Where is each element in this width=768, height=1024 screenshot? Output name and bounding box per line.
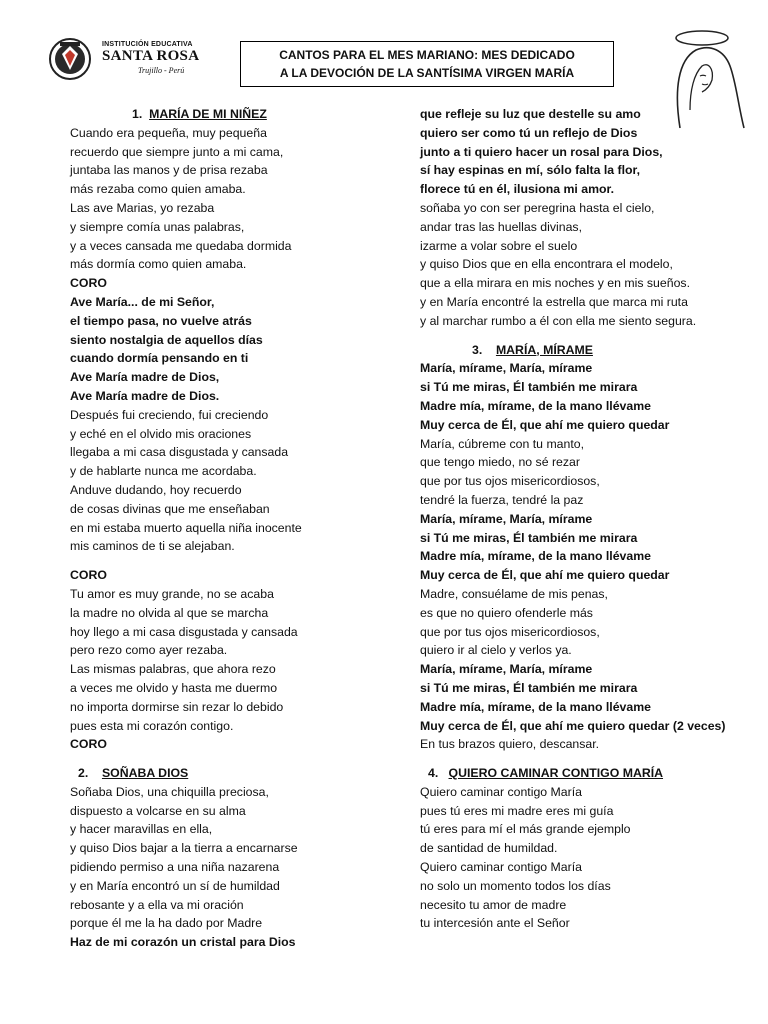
song-1-line: más rezaba como quien amaba. [70, 182, 246, 197]
right-column [420, 105, 725, 933]
song-2-title: SOÑABA DIOS [101, 766, 189, 781]
song-2-cont-line: andar tras las huellas divinas, [420, 219, 582, 234]
song-2-line: porque él me la ha dado por Madre [70, 916, 263, 931]
song-1-line: y a veces cansada me quedaba dormida [70, 238, 292, 253]
logo-city: Trujillo - Perú [138, 66, 185, 75]
song-4-line: Quiero caminar contigo María [420, 784, 582, 799]
song-2-cont-bold-line: quiero ser como tú un reflejo de Dios [420, 125, 638, 140]
song-3-chorus-line: Muy cerca de Él, que ahí me quiero quedar [420, 568, 670, 583]
song-1-line: recuerdo que siempre junto a mi cama, [70, 144, 284, 159]
song-2-line: y quiso Dios bajar a la tierra a encarnarse [70, 841, 298, 856]
song-2-number: 2. [78, 766, 89, 781]
song-1-line: más dormía como quien amaba. [70, 257, 247, 272]
song-4-number: 4. [428, 766, 439, 781]
song-4-line: no solo un momento todos los días [420, 878, 611, 893]
song-2-cont-line: soñaba yo con ser peregrina hasta el cielo, [420, 200, 655, 215]
title-line-2: A LA DEVOCIÓN DE LA SANTÍSIMA VIRGEN MARÍA [279, 66, 575, 80]
song-3-chorus-last: Muy cerca de Él, que ahí me quiero quedar (2 veces) [420, 718, 726, 733]
song-1-line: en mi estaba muerto aquella niña inocente [70, 520, 302, 535]
document-title-box [240, 41, 614, 87]
song-3-line: es que no quiero ofenderle más [420, 605, 593, 620]
song-1-line: Cuando era pequeña, muy pequeña [70, 125, 267, 140]
song-1-chorus-line: siento nostalgia de aquellos días [70, 332, 263, 347]
song-3-chorus-line: si Tú me miras, Él también me mirara [420, 380, 638, 395]
song-3-line: tendré la fuerza, tendré la paz [420, 492, 584, 507]
song-1-line: llegaba a mi casa disgustada y cansada [70, 445, 289, 460]
song-2-cont-bold-line: sí hay espinas en mí, sólo falta la flor, [420, 163, 641, 178]
song-2-line: Soñaba Dios, una chiquilla preciosa, [70, 784, 269, 799]
logo-institution: INSTITUCIÓN EDUCATIVA [102, 41, 193, 48]
song-4-line: tú eres para mí el más grande ejemplo [420, 822, 631, 837]
song-1-line: Anduve dudando, hoy recuerdo [70, 482, 242, 497]
song-1-line: hoy llego a mi casa disgustada y cansada [70, 624, 298, 639]
song-2-cont-bold-line: que refleje su luz que destelle su amo [420, 107, 641, 121]
song-3-line: que por tus ojos misericordiosos, [420, 624, 600, 639]
song-2-cont-line: que a ella mirara en mis noches y en mis sueños. [420, 276, 690, 291]
song-3-title: MARÍA, MÍRAME [495, 342, 593, 357]
song-3-line: María, cúbreme con tu manto, [420, 436, 585, 451]
song-2-cont-line: y quiso Dios que en ella encontrara el modelo, [420, 257, 673, 272]
song-3-chorus-line: Madre mía, mírame, de la mano llévame [420, 549, 652, 564]
song-3-heading [420, 341, 725, 360]
song-1-line: pero rezo como ayer rezaba. [70, 643, 228, 658]
song-2-heading [70, 764, 302, 783]
song-4-line: de santidad de humildad. [420, 841, 558, 856]
song-1-title: MARÍA DE MI NIÑEZ [149, 107, 267, 121]
song-4-line: necesito tu amor de madre [420, 897, 567, 912]
song-3-line: que tengo miedo, no sé rezar [420, 455, 580, 470]
logo-school-name: SANTA ROSA [102, 48, 200, 64]
song-3-chorus-line: María, mírame, María, mírame [420, 361, 593, 376]
song-1-line: juntaba las manos y de prisa rezaba [70, 163, 268, 178]
song-3-chorus-line: María, mírame, María, mírame [420, 662, 593, 677]
song-1-coro-end: CORO [70, 737, 107, 752]
song-1-line: y eché en el olvido mis oraciones [70, 426, 252, 441]
song-1-line: a veces me olvido y hasta me duermo [70, 680, 278, 695]
song-1-chorus-line: cuando dormía pensando en ti [70, 351, 249, 366]
song-1-line: Las ave Marias, yo rezaba [70, 200, 215, 215]
song-2-bold-line: Haz de mi corazón un cristal para Dios [70, 935, 296, 950]
song-4-title: QUIERO CAMINAR CONTIGO MARÍA [448, 766, 664, 781]
song-1-chorus-line: Ave María madre de Dios, [70, 370, 220, 385]
song-3-line: Madre, consuélame de mis penas, [420, 586, 608, 601]
song-1-line: y siempre comía unas palabras, [70, 219, 245, 234]
song-2-line: pidiendo permiso a una niña nazarena [70, 860, 280, 875]
song-1-number: 1. [132, 107, 143, 121]
song-1-chorus-line: el tiempo pasa, no vuelve atrás [70, 313, 252, 328]
song-2-cont-bold-line: junto a ti quiero hacer un rosal para Dios, [420, 144, 663, 159]
song-2-cont-bold-line: florece tú en él, ilusiona mi amor. [420, 182, 615, 197]
song-3-chorus-line: María, mírame, María, mírame [420, 511, 593, 526]
song-4-heading [420, 764, 725, 783]
song-1-line: no importa dormirse sin rezar lo debido [70, 699, 284, 714]
song-1-line: Las mismas palabras, que ahora rezo [70, 662, 276, 677]
song-2-cont-line: y al marchar rumbo a él con ella me siento segura. [420, 313, 697, 328]
song-1-heading [70, 105, 302, 124]
song-4-line: Quiero caminar contigo María [420, 860, 582, 875]
song-1-coro-label: CORO [70, 568, 107, 583]
song-1-line: mis caminos de ti se alejaban. [70, 539, 235, 554]
song-2-line: y en María encontró un sí de humildad [70, 878, 280, 893]
song-1-line: Tu amor es muy grande, no se acaba [70, 586, 274, 601]
song-2-line: y hacer maravillas en ella, [70, 822, 213, 837]
song-4-line: tu intercesión ante el Señor [420, 916, 570, 931]
song-2-line: rebosante y a ella va mi oración [70, 897, 244, 912]
song-1-chorus-line: Ave María madre de Dios. [70, 388, 220, 403]
song-3-chorus-line: Madre mía, mírame, de la mano llévame [420, 398, 652, 413]
song-3-chorus-line: Muy cerca de Él, que ahí me quiero quedar [420, 417, 670, 432]
song-3-chorus-line: Madre mía, mírame, de la mano llévame [420, 699, 652, 714]
school-crest-icon [46, 36, 98, 82]
song-1-chorus-line: Ave María... de mi Señor, [70, 294, 215, 309]
song-3-line: que por tus ojos misericordiosos, [420, 474, 600, 489]
song-1-line: pues esta mi corazón contigo. [70, 718, 234, 733]
song-3-chorus-line: si Tú me miras, Él también me mirara [420, 530, 638, 545]
song-2-cont-line: izarme a volar sobre el suelo [420, 238, 578, 253]
school-logo [46, 36, 206, 82]
song-3-ending: En tus brazos quiero, descansar. [420, 737, 600, 752]
song-1-line: Después fui creciendo, fui creciendo [70, 407, 269, 422]
song-4-line: pues tú eres mi madre eres mi guía [420, 803, 614, 818]
song-1-line: de cosas divinas que me enseñaban [70, 501, 270, 516]
song-3-number: 3. [472, 342, 483, 357]
title-line-1: CANTOS PARA EL MES MARIANO: MES DEDICADO [279, 48, 575, 62]
song-1-line: la madre no olvida al que se marcha [70, 605, 269, 620]
left-column [70, 105, 302, 952]
song-3-chorus-line: si Tú me miras, Él también me mirara [420, 680, 638, 695]
song-1-line: y de hablarte nunca me acordaba. [70, 464, 257, 479]
song-2-line: dispuesto a volcarse en su alma [70, 803, 246, 818]
song-3-line: quiero ir al cielo y verlos ya. [420, 643, 572, 658]
song-1-chorus-line: CORO [70, 276, 107, 291]
song-2-cont-line: y en María encontré la estrella que marca mi ruta [420, 294, 688, 309]
